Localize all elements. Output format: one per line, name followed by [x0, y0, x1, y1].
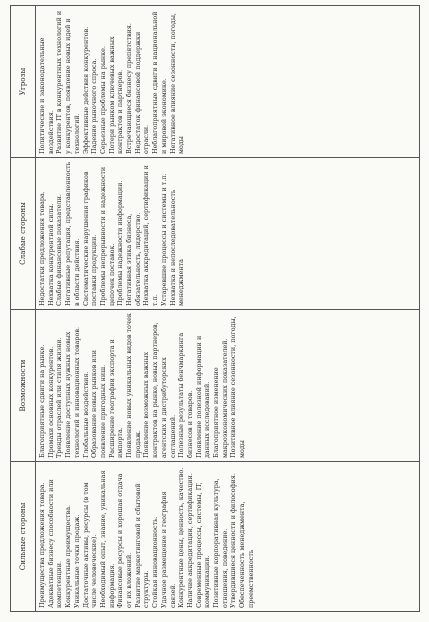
weaknesses-item: Систематические нарушения графиков поставки продукции. [81, 171, 99, 306]
weaknesses-item: Негативная этика бизнеса, обязательность, лидерство. [125, 212, 142, 306]
weaknesses-item: Проблемы надежности информации. [116, 180, 125, 306]
threats-item: Негативное влияние сезонности, погоды, моды [168, 13, 186, 154]
opportunities-item: Позитивное влияние сезонности, погоды, моды [229, 316, 247, 458]
weaknesses-item: Устаревшие процессы и системы и т.п. [159, 173, 168, 306]
content-row [36, 6, 420, 612]
weaknesses-cell [36, 158, 420, 310]
opportunities-item: Появление новых уникальных видов точек продаж. [125, 313, 142, 458]
strengths-item: Уникальные точки продаж. [72, 514, 81, 608]
opportunities-item: Появление доступных нужных новых технологий и инновационных товаров. [64, 327, 81, 458]
strengths-item: Конкурентные преимущества. [64, 504, 73, 608]
opportunities-item: Образование новых рынков или появление пригодных ниш. [90, 350, 107, 458]
opportunities-item: Глобальные воздействия. [81, 371, 90, 458]
threats-item: Серьезные проблемы на рынке. [98, 46, 107, 154]
weaknesses-item: Недостатки предложения товара. [38, 191, 46, 306]
rotated-swot-table [10, 6, 420, 612]
swot-table [10, 5, 420, 612]
threats-cell [36, 6, 420, 158]
strengths-item: Преимущества предложения товара. [38, 482, 46, 608]
weaknesses-item: Проблемы непрерывности и надежности цепочек поставок. [98, 166, 116, 306]
header-row [11, 6, 36, 612]
threats-item: Политические и законодательные воздействия. [38, 37, 55, 154]
strengths-item: Позитивные корпоративная культура, отношения, поведение. [212, 478, 229, 608]
header-threats: Угрозы [11, 6, 36, 158]
opportunities-item: Полезные результаты бенчмаркинга бизнесов и товаров. [177, 332, 194, 458]
strengths-item: Финансовые ресурсы и хорошая отдача от их вложений. [116, 473, 134, 608]
opportunities-item: Промахи основных конкурентов. [46, 346, 55, 458]
opportunities-cell [36, 310, 420, 462]
opportunities-item: Появление полезной информации и данных исследований. [194, 335, 212, 458]
strengths-item: Адекватные бизнесу способности или компетенции. [46, 479, 64, 608]
weaknesses-item: Нехватка аккредитаций, сертификации и т.п. [142, 165, 160, 306]
opportunities-item: Расширение географии экспорта и импорта. [107, 339, 125, 458]
strengths-item: Достаточные активы, ресурсы (в том числе человеческие). [81, 482, 99, 608]
strengths-item: Удачное размещение и география связей. [159, 491, 177, 608]
threats-item: Неблагоприятные сдвиги в национальной и мировой экономике. [151, 11, 168, 154]
header-strengths: Сильные стороны [11, 462, 36, 612]
strengths-item: Обеспеченность менеджмента, преемственность [238, 501, 255, 608]
strengths-item: Утвердившиеся ценности и философия. [229, 473, 238, 608]
strengths-item: Наличие аккредитации, сертификации. [185, 473, 194, 608]
opportunities-item: Благоприятные сдвиги на рынке. [38, 344, 46, 458]
threats-item: Недостаток финансовой поддержки отрасли. [133, 31, 151, 154]
threats-item: Встречающиеся бизнесу препятствия. [125, 23, 134, 154]
weaknesses-item: Слабые финансовые показатели. [55, 194, 64, 306]
threats-item: Падение рыночного спроса. [90, 58, 99, 154]
opportunities-item: Благоприятное изменение макроэкономических показателей. [212, 338, 229, 458]
weaknesses-item: Нехватка и непоследовательность менеджмента [168, 189, 186, 306]
opportunities-item: Тренды отраслей или стиля жизни. [55, 337, 64, 458]
header-weaknesses: Слабые стороны [11, 158, 36, 310]
threats-item: Развитие IT в конкурентных технологий и у конкурентов, появление новых идей и технологий. [55, 10, 81, 154]
weaknesses-item: Нехватка конкурентной силы. [46, 203, 55, 306]
threats-item: Эффективные действия конкурентов. [81, 26, 90, 154]
weaknesses-item: Негативные репутация, представленность в области действия. [64, 161, 81, 306]
strengths-cell [36, 462, 420, 612]
strengths-item: Современные процессы, системы, IT, коммуникации. [194, 482, 212, 608]
threats-item: Потери рынком ключевых важных контрактов и партнеров. [107, 36, 125, 154]
strengths-item: Конкурентные цены, ценность, качество. [177, 467, 186, 608]
header-opportunities: Возможности [11, 310, 36, 462]
strengths-item: Развитие маркетинговой и сбытовой структуры. [133, 483, 151, 608]
opportunities-item: Появление возможных важных контрактов на рынке, новых партнеров, агентских и дистрибуторских соглашений. [142, 322, 177, 458]
strengths-item: Необходимый опыт, знание, уникальная информация. [98, 470, 116, 608]
strengths-item: Стойкая инновационность. [151, 516, 160, 608]
